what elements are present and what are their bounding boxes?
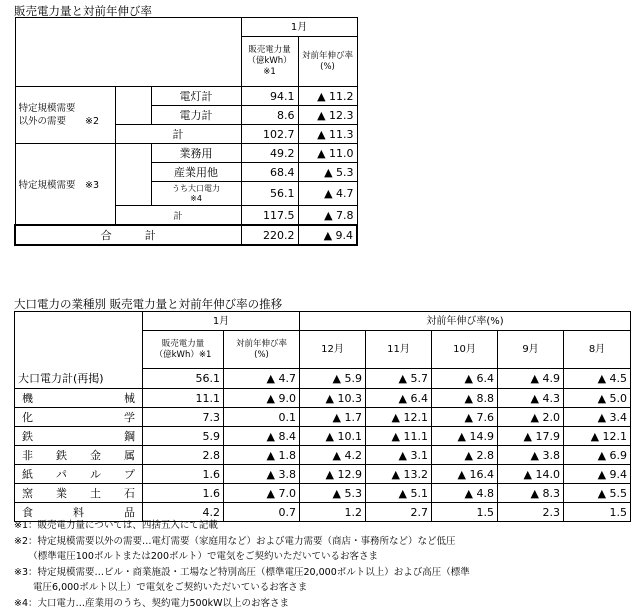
monthly-growth: ▲ 12.1 [366, 408, 432, 427]
monthly-growth: ▲ 6.4 [432, 369, 498, 389]
growth-value: ▲ 8.4 [224, 427, 300, 446]
industry-label-text: 窯 業 土 石 [22, 487, 135, 500]
monthly-growth: ▲ 3.4 [564, 408, 631, 427]
monthly-growth: ▲ 16.4 [432, 465, 498, 484]
table-row [15, 369, 631, 389]
growth-value: ▲ 4.7 [224, 369, 300, 389]
monthly-growth: ▲ 13.2 [366, 465, 432, 484]
monthly-growth: ▲ 5.0 [564, 389, 631, 408]
row-sangyo-label: 産業用他 [151, 163, 241, 182]
row-denryoku-label: 電力計 [151, 106, 241, 125]
row-kei2-growth: ▲ 7.8 [298, 206, 357, 226]
industry-label [15, 465, 143, 484]
row-kei2-value: 117.5 [241, 206, 298, 226]
row-ouguchi-label: うち大口電力 ※4 [151, 182, 241, 206]
growth-value: 0.7 [224, 503, 300, 522]
t2-col-sales: 販売電力量 （億kWh）※1 [143, 331, 224, 369]
growth-value: 0.1 [224, 408, 300, 427]
monthly-growth: ▲ 5.1 [366, 484, 432, 503]
growth-value: ▲ 9.0 [224, 389, 300, 408]
monthly-growth: ▲ 10.3 [300, 389, 366, 408]
monthly-growth: ▲ 12.9 [300, 465, 366, 484]
row-kei1-label: 計 [115, 125, 241, 144]
table-row [15, 484, 631, 503]
monthly-growth: 1.2 [300, 503, 366, 522]
monthly-growth: ▲ 12.1 [564, 427, 631, 446]
table-row [15, 465, 631, 484]
monthly-growth: ▲ 17.9 [498, 427, 564, 446]
monthly-growth: ▲ 2.0 [498, 408, 564, 427]
monthly-growth: ▲ 4.8 [432, 484, 498, 503]
monthly-growth: ▲ 8.8 [432, 389, 498, 408]
monthly-growth: ▲ 6.9 [564, 446, 631, 465]
t2-col-growth: 対前年伸び率 (%) [224, 331, 300, 369]
monthly-growth: ▲ 5.5 [564, 484, 631, 503]
group-non-specified: 特定規模需要 以外の需要 ※2 [15, 87, 115, 144]
row-gyomu-growth: ▲ 11.0 [298, 144, 357, 163]
sales-value: 4.2 [143, 503, 224, 522]
table-row [15, 389, 631, 408]
row-dento-value: 94.1 [241, 87, 298, 106]
monthly-growth: ▲ 4.9 [498, 369, 564, 389]
sales-value: 56.1 [143, 369, 224, 389]
sales-value: 11.1 [143, 389, 224, 408]
monthly-growth: 2.3 [498, 503, 564, 522]
industry-label [15, 389, 143, 408]
industry-label [15, 446, 143, 465]
monthly-growth: 1.5 [432, 503, 498, 522]
row-gyomu-value: 49.2 [241, 144, 298, 163]
industry-label-text: 紙 パ ル プ [22, 468, 135, 481]
group-specified: 特定規模需要 ※3 [15, 144, 115, 226]
row-sangyo-value: 68.4 [241, 163, 298, 182]
t2-growth-header: 対前年伸び率(%) [300, 312, 631, 331]
row-kei1-growth: ▲ 11.3 [298, 125, 357, 144]
monthly-growth: ▲ 7.6 [432, 408, 498, 427]
industry-label-text: 鉄 鋼 [22, 430, 135, 443]
monthly-growth: ▲ 4.2 [300, 446, 366, 465]
industry-label [15, 484, 143, 503]
t1-month: 1月 [241, 18, 357, 37]
growth-value: ▲ 3.8 [224, 465, 300, 484]
sales-value: 5.9 [143, 427, 224, 446]
monthly-growth: ▲ 8.3 [498, 484, 564, 503]
monthly-growth: ▲ 5.7 [366, 369, 432, 389]
monthly-growth: ▲ 9.4 [564, 465, 631, 484]
row-gyomu-label: 業務用 [151, 144, 241, 163]
t2-month-8: 8月 [564, 331, 631, 369]
sales-value: 7.3 [143, 408, 224, 427]
monthly-growth: ▲ 2.8 [432, 446, 498, 465]
note-2b: （標準電圧100ボルトまたは200ボルト）で電気をご契約いただいているお客さま [14, 551, 379, 562]
row-total-growth: ▲ 9.4 [298, 225, 357, 245]
note-3: ※3：特定規模需要…ビル・商業施設・工場など特別高圧（標準電圧20,000ボルト以上）および高圧（標準 [14, 566, 470, 578]
table-row [15, 408, 631, 427]
t2-month-12: 12月 [300, 331, 366, 369]
monthly-growth: ▲ 5.3 [300, 484, 366, 503]
monthly-growth: 2.7 [366, 503, 432, 522]
monthly-growth: ▲ 4.5 [564, 369, 631, 389]
footnotes [14, 518, 470, 611]
note-3b: 電圧6,000ボルト以上）で電気をご契約いただいているお客さま [14, 582, 308, 593]
t2-month: 1月 [143, 312, 300, 331]
monthly-growth: ▲ 1.7 [300, 408, 366, 427]
row-kei1-value: 102.7 [241, 125, 298, 144]
table-row [15, 446, 631, 465]
row-dento-label: 電灯計 [151, 87, 241, 106]
monthly-growth: ▲ 3.8 [498, 446, 564, 465]
t2-month-11: 11月 [366, 331, 432, 369]
monthly-growth: ▲ 5.9 [300, 369, 366, 389]
sales-value: 1.6 [143, 465, 224, 484]
row-total-label: 合 計 [15, 225, 241, 245]
row-total-value: 220.2 [241, 225, 298, 245]
note-2: ※2：特定規模需要以外の需要…電灯需要（家庭用など）および電力需要（商店・事務所など）など低圧 [14, 535, 456, 547]
industry-label-text: 機 械 [22, 392, 135, 405]
t2-month-9: 9月 [498, 331, 564, 369]
table-row [15, 427, 631, 446]
note-1: ※1：販売電力量については、四捨五入にて記載 [14, 520, 218, 531]
monthly-growth: ▲ 14.0 [498, 465, 564, 484]
industry-label [15, 427, 143, 446]
sales-value: 1.6 [143, 484, 224, 503]
row-denryoku-growth: ▲ 12.3 [298, 106, 357, 125]
row-kei2-label: 計 [115, 206, 241, 226]
industry-label: 大口電力計(再掲) [15, 369, 143, 389]
industry-label-text: 食 料 品 [22, 506, 135, 519]
sales-value: 2.8 [143, 446, 224, 465]
monthly-growth: ▲ 3.1 [366, 446, 432, 465]
industry-label [15, 408, 143, 427]
industry-label-text: 非 鉄 金 属 [22, 449, 135, 462]
row-ouguchi-growth: ▲ 4.7 [298, 182, 357, 206]
row-denryoku-value: 8.6 [241, 106, 298, 125]
table2-title: 大口電力の業種別 販売電力量と対前年伸び率の推移 [14, 297, 283, 311]
table1-title: 販売電力量と対前年伸び率 [14, 4, 152, 18]
monthly-growth: ▲ 14.9 [432, 427, 498, 446]
row-dento-growth: ▲ 11.2 [298, 87, 357, 106]
growth-value: ▲ 1.8 [224, 446, 300, 465]
t1-col-growth: 対前年伸び率 (%) [298, 37, 357, 87]
industry-table [14, 311, 631, 522]
row-sangyo-growth: ▲ 5.3 [298, 163, 357, 182]
monthly-growth: ▲ 4.3 [498, 389, 564, 408]
row-ouguchi-value: 56.1 [241, 182, 298, 206]
monthly-growth: ▲ 11.1 [366, 427, 432, 446]
monthly-growth: 1.5 [564, 503, 631, 522]
monthly-growth: ▲ 10.1 [300, 427, 366, 446]
sales-table [14, 17, 358, 246]
industry-label-text: 化 学 [22, 411, 135, 424]
t1-col-sales: 販売電力量 （億kWh）※1 [241, 37, 298, 87]
growth-value: ▲ 7.0 [224, 484, 300, 503]
note-4: ※4：大口電力…産業用のうち、契約電力500kW以上のお客さま [14, 597, 290, 609]
monthly-growth: ▲ 6.4 [366, 389, 432, 408]
t2-month-10: 10月 [432, 331, 498, 369]
